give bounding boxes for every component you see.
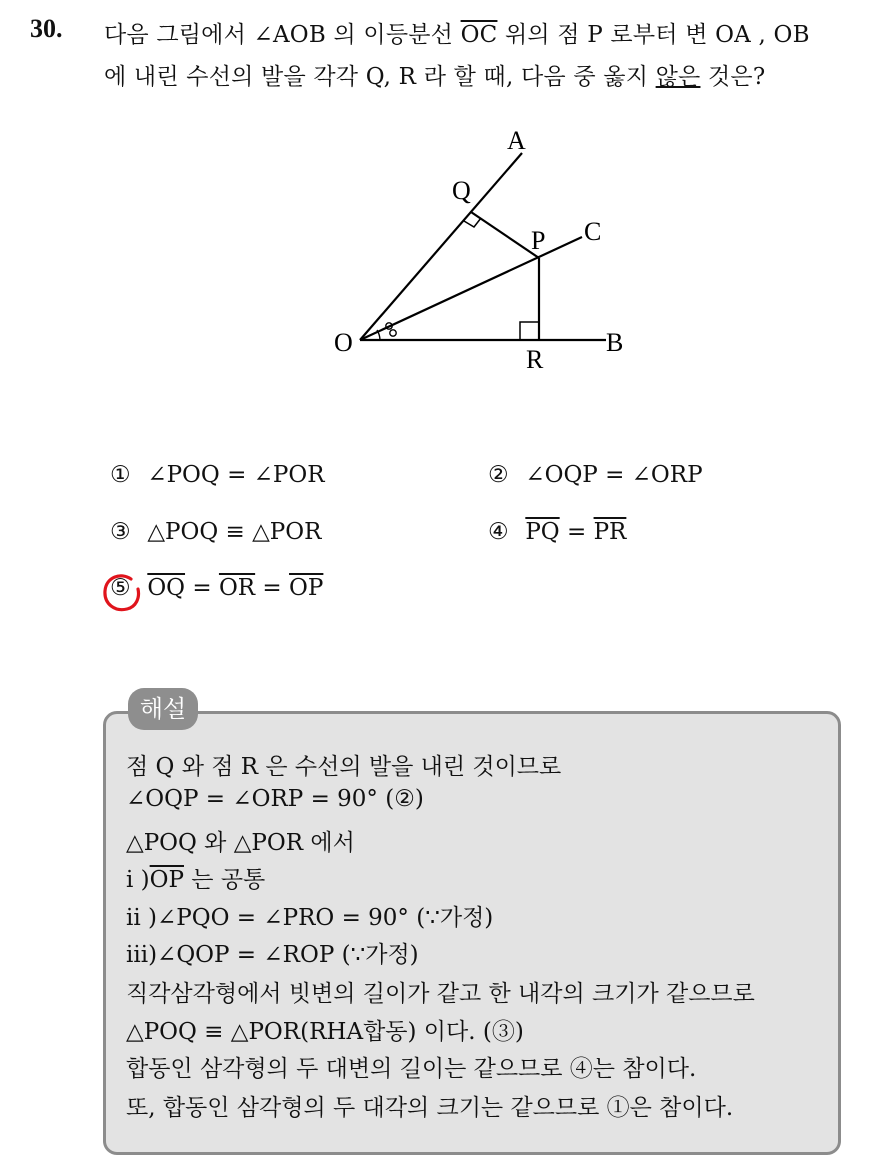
- solution-line-7: 직각삼각형에서 빗변의 길이가 같고 한 내각의 크기가 같으므로: [126, 981, 755, 1007]
- segment-pr: $\overline{PR}$: [593, 519, 627, 545]
- label-r: R: [526, 345, 544, 374]
- segment-oc: $\overline{OC}$: [460, 22, 498, 48]
- segment-pq: $\overline{PQ}$: [525, 519, 560, 545]
- answer-circle-mark: [101, 572, 143, 614]
- right-angle-mark-r: [520, 322, 539, 340]
- label-a: A: [507, 126, 526, 155]
- choice-2[interactable]: [488, 462, 703, 488]
- choice-1-text: ∠POQ = ∠POR: [147, 462, 325, 488]
- solution-line-4-suffix: 는 공통: [183, 867, 266, 893]
- angle-mark-lower: [390, 330, 396, 336]
- choice-4-mark: ④: [488, 519, 509, 545]
- right-angle-mark-q: [464, 218, 481, 227]
- segment-op-common: $\overline{OP}$: [149, 867, 184, 893]
- choice-3-text: △POQ ≡ △POR: [147, 519, 322, 545]
- label-q: Q: [452, 176, 471, 205]
- choice-4[interactable]: [488, 519, 626, 545]
- segment-or: $\overline{OR}$: [218, 575, 256, 601]
- choice-1[interactable]: [110, 462, 325, 488]
- choice-5-mark: ⑤: [110, 575, 131, 601]
- question-line-1-b: 위의 점 P 로부터 변 OA , OB: [497, 22, 810, 48]
- solution-tag: 해설: [128, 688, 198, 730]
- solution-line-6: iii)∠QOP = ∠ROP (∵가정): [126, 942, 419, 968]
- label-o: O: [334, 328, 353, 357]
- solution-line-4: [126, 861, 265, 894]
- choice-3-mark: ③: [110, 519, 131, 545]
- choice-3[interactable]: [110, 519, 321, 545]
- ray-oc: [360, 237, 582, 340]
- question-line-2: [104, 58, 765, 91]
- equals-sign-1: =: [185, 575, 219, 601]
- emphasis-not: 않은: [655, 64, 701, 90]
- solution-line-3: △POQ 와 △POR 에서: [126, 830, 355, 856]
- solution-line-2: ∠OQP = ∠ORP = 90° (②): [126, 786, 424, 812]
- equals-sign: =: [559, 519, 594, 545]
- label-c: C: [584, 217, 602, 246]
- question-number: 30.: [30, 14, 63, 43]
- choice-2-text: ∠OQP = ∠ORP: [525, 462, 703, 488]
- label-p: P: [531, 226, 546, 255]
- question-line-2-a: 에 내린 수선의 발을 각각 Q, R 라 할 때, 다음 중 옳지: [104, 64, 656, 90]
- solution-line-5: ii )∠PQO = ∠PRO = 90° (∵가정): [126, 905, 494, 931]
- solution-line-10: 또, 합동인 삼각형의 두 대각의 크기는 같으므로 ①은 참이다.: [126, 1095, 734, 1121]
- equals-sign-2: =: [255, 575, 290, 601]
- ray-oa: [360, 153, 522, 340]
- label-b: B: [606, 328, 624, 357]
- solution-line-9: 합동인 삼각형의 두 대변의 길이는 같으므로 ④는 참이다.: [126, 1056, 697, 1082]
- segment-oq: $\overline{OQ}$: [147, 575, 186, 601]
- segment-op: $\overline{OP}$: [289, 575, 324, 601]
- solution-line-4-prefix: i ): [126, 867, 150, 893]
- angle-bisector-diagram: [310, 115, 650, 385]
- question-line-1: [104, 16, 810, 49]
- question-line-1-a: 다음 그림에서 ∠AOB 의 이등분선: [104, 22, 461, 48]
- solution-line-1: 점 Q 와 점 R 은 수선의 발을 내린 것이므로: [126, 754, 562, 780]
- choice-1-mark: ①: [110, 462, 131, 488]
- question-line-2-b: 것은?: [700, 64, 766, 90]
- solution-line-8: △POQ ≡ △POR(RHA합동) 이다. (③): [126, 1019, 524, 1045]
- choice-2-mark: ②: [488, 462, 509, 488]
